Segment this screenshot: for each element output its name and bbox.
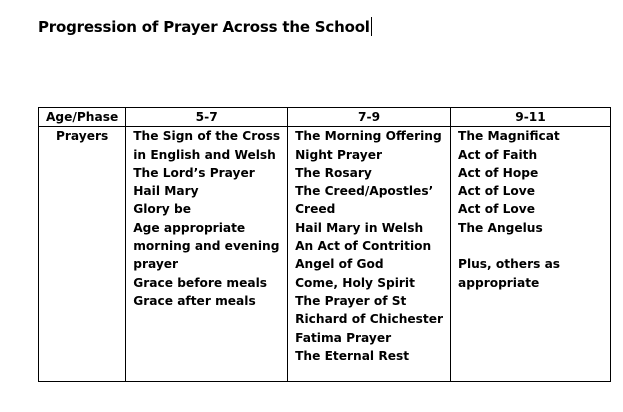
prayer-item: Grace before meals [133,275,268,290]
prayer-item: The Prayer of St [295,293,407,308]
prayer-item: The Rosary [295,165,372,180]
header-5-7: 5-7 [126,108,288,127]
prayer-item: Act of Hope [458,165,539,180]
prayer-item: The Magnificat [458,129,560,144]
prayer-item: Night Prayer [295,147,382,162]
prayer-item: morning and evening [133,239,280,254]
prayer-progression-table [38,107,611,382]
text-cursor [371,17,372,36]
prayer-item: Come, Holy Spirit [295,275,415,290]
header-7-9: 7-9 [288,108,451,127]
cell-7-9 [288,127,451,382]
prayers-row [39,127,611,382]
prayer-item: Hail Mary in Welsh [295,220,424,235]
prayer-item: The Morning Offering [295,129,442,144]
prayer-item: Act of Faith [458,147,538,162]
prayer-item: Act of Love [458,202,536,217]
document-title[interactable] [38,17,372,36]
prayer-item: appropriate [458,275,540,290]
prayer-item [458,237,603,255]
prayer-item: The Sign of the Cross [133,129,281,144]
prayer-item: The Lord’s Prayer [133,165,255,180]
prayer-item: Angel of God [295,257,384,272]
header-age-phase: Age/Phase [39,108,126,127]
title-text: Progression of Prayer Across the School [38,18,370,36]
prayer-item: Fatima Prayer [295,330,392,345]
cell-5-7 [126,127,288,382]
prayer-item: Plus, others as [458,257,561,272]
prayer-item: Creed [295,202,336,217]
header-row [39,108,611,127]
prayer-item: The Creed/Apostles’ [295,184,434,199]
prayer-item: Glory be [133,202,191,217]
prayer-item: Act of Love [458,184,536,199]
prayer-item: Richard of Chichester [295,312,444,327]
prayer-item: Grace after meals [133,293,256,308]
row-label: Prayers [39,127,126,382]
prayer-item: prayer [133,257,179,272]
prayer-item: The Angelus [458,220,543,235]
prayer-item: Age appropriate [133,220,246,235]
cell-9-11 [451,127,611,382]
prayer-item: An Act of Contrition [295,239,432,254]
prayer-item: in English and Welsh [133,147,276,162]
prayer-item: Hail Mary [133,184,199,199]
prayer-item: The Eternal Rest [295,348,410,363]
header-9-11: 9-11 [451,108,611,127]
